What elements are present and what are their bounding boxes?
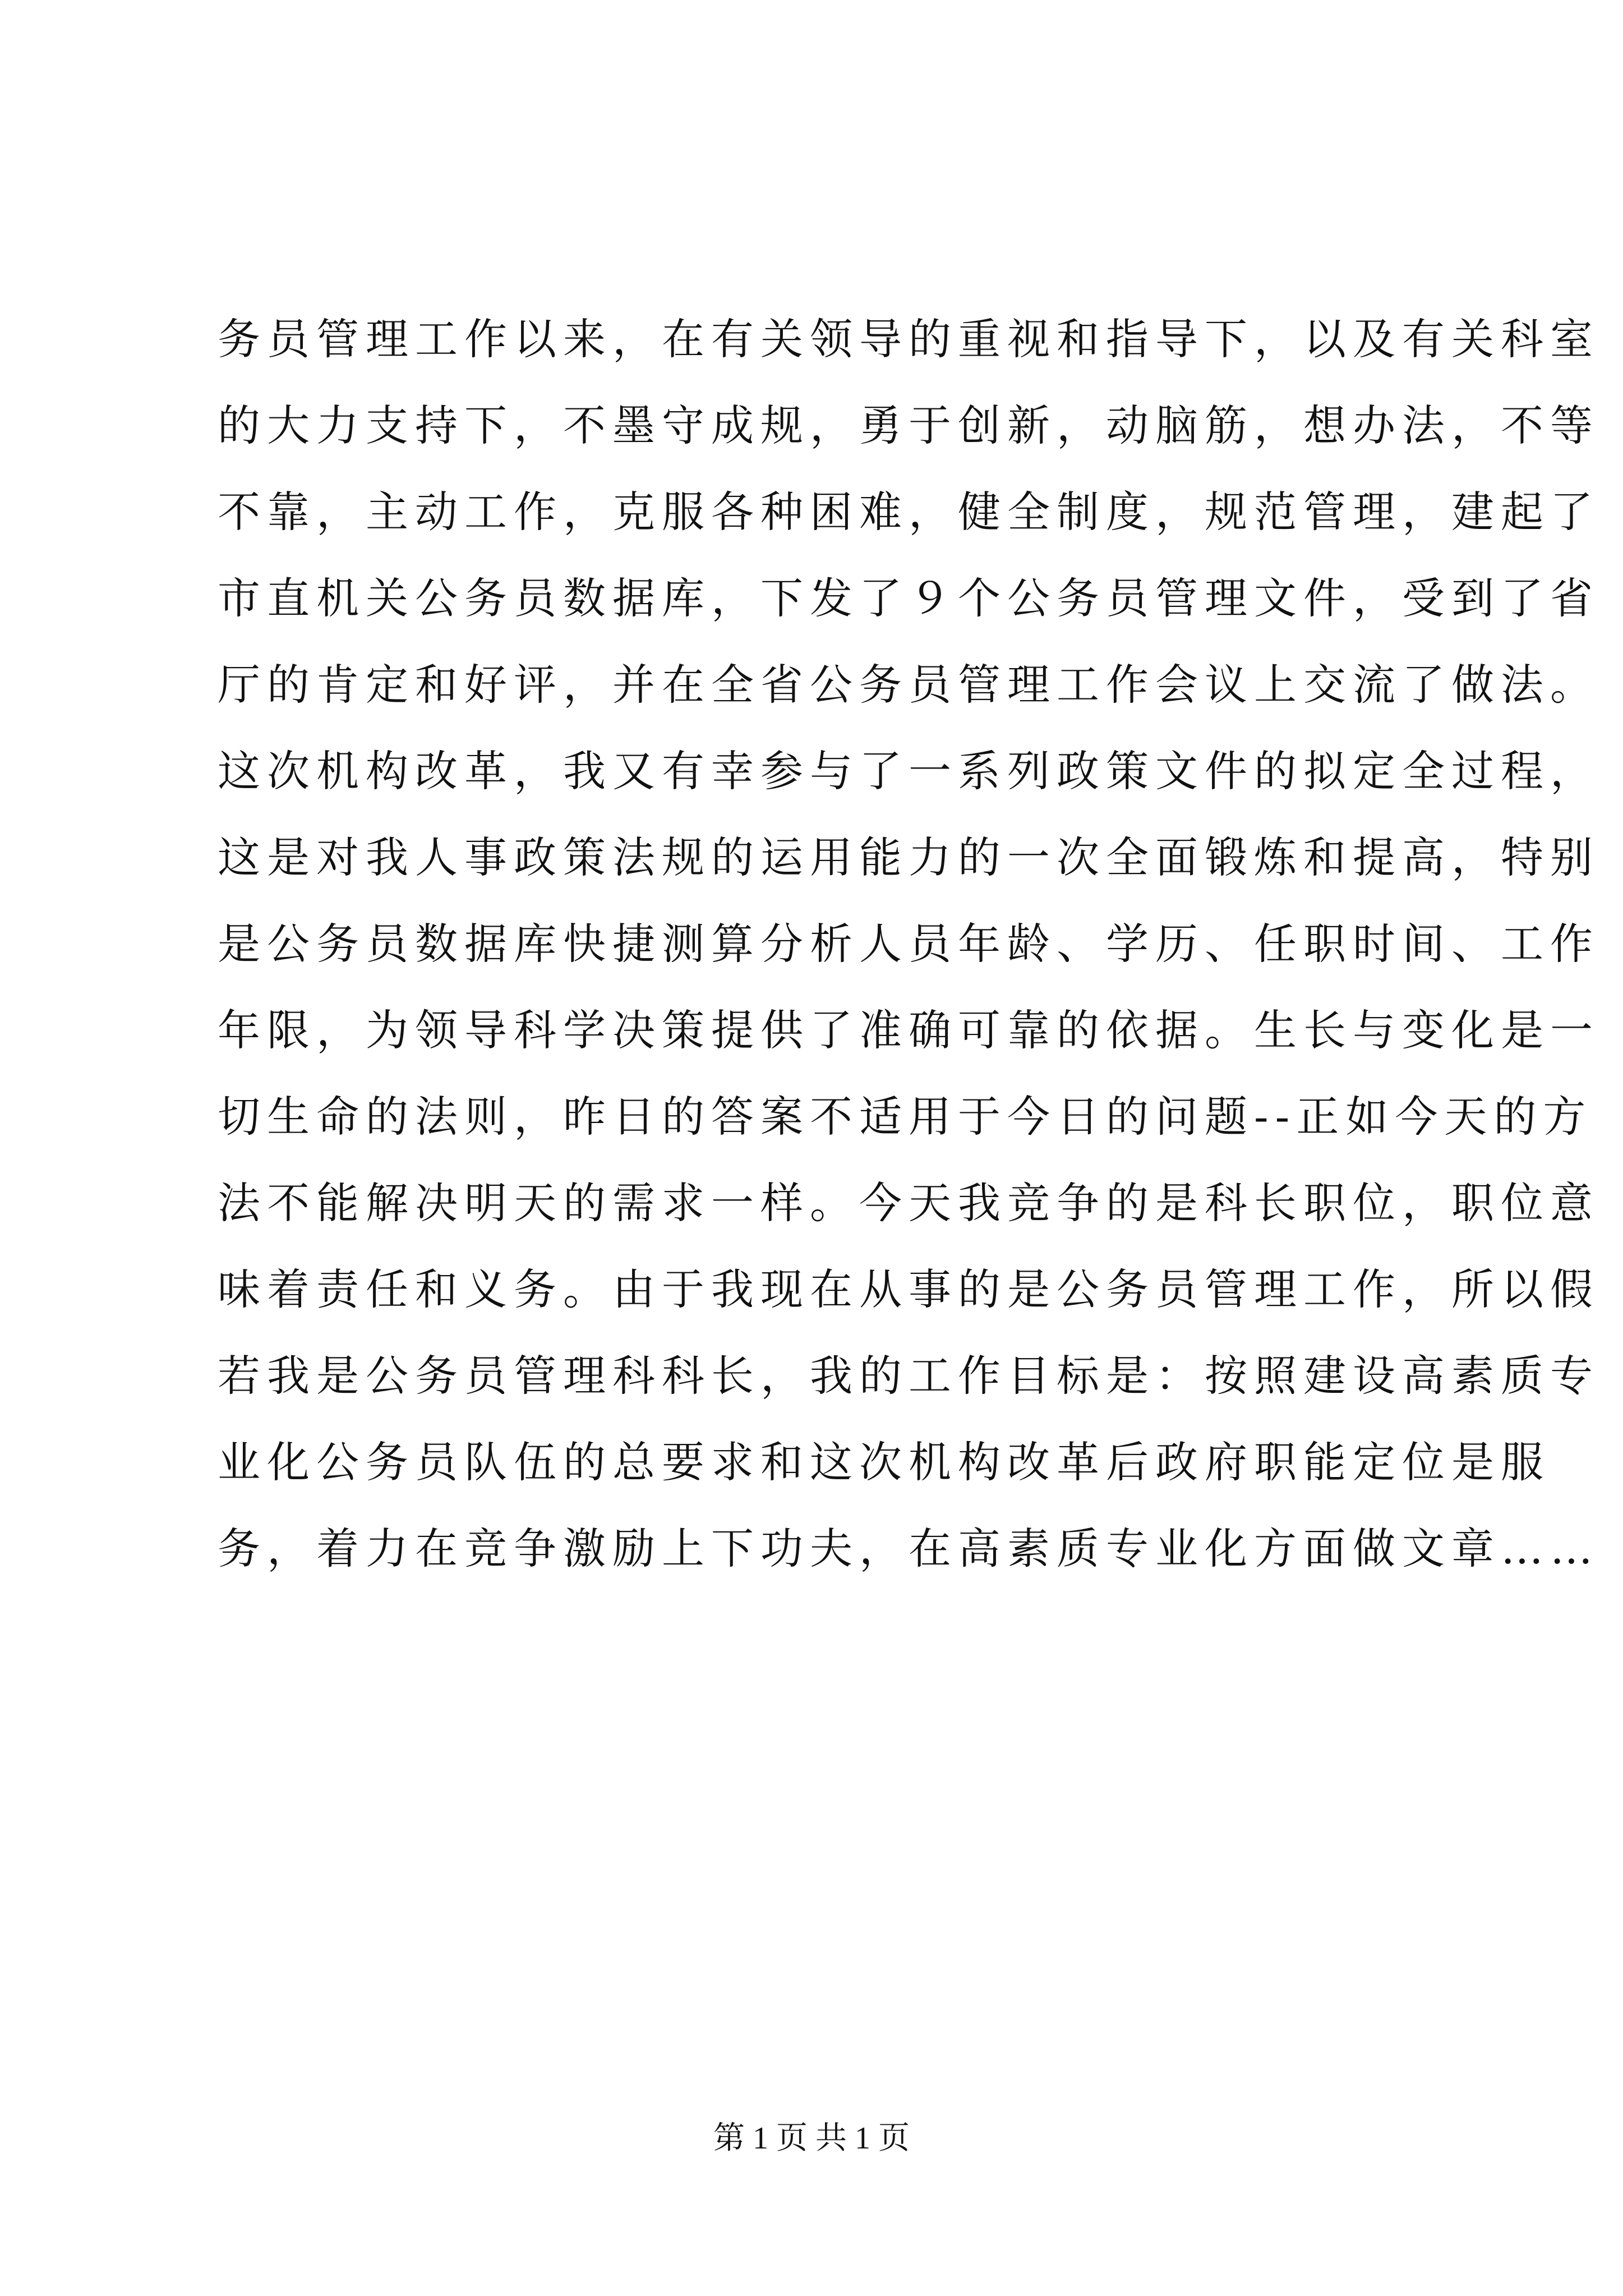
text-line: 不靠，主动工作，克服各种困难，健全制度，规范管理，建起了: [218, 487, 1599, 537]
text-line: 务员管理工作以来，在有关领导的重视和指导下，以及有关科室: [218, 314, 1599, 364]
text-line: 年限，为领导科学决策提供了准确可靠的依据。生长与变化是一: [218, 1005, 1599, 1055]
body-paragraph: [218, 296, 1599, 1592]
text-line: 这次机构改革，我又有幸参与了一系列政策文件的拟定全过程，: [218, 746, 1599, 796]
text-line: 务，着力在竞争激励上下功夫，在高素质专业化方面做文章……: [218, 1524, 1599, 1573]
text-line: 的大力支持下，不墨守成规，勇于创新，动脑筋，想办法，不等: [218, 401, 1599, 450]
text-line: 法不能解决明天的需求一样。今天我竞争的是科长职位，职位意: [218, 1178, 1599, 1228]
text-line: 这是对我人事政策法规的运用能力的一次全面锻炼和提高，特别: [218, 832, 1599, 882]
text-line: 厅的肯定和好评，并在全省公务员管理工作会议上交流了做法。: [218, 660, 1599, 710]
text-line: 业化公务员队伍的总要求和这次机构改革后政府职能定位是服: [218, 1437, 1550, 1487]
text-line: 切生命的法则，昨日的答案不适用于今日的问题--正如今天的方: [218, 1092, 1593, 1142]
text-line: 市直机关公务员数据库，下发了９个公务员管理文件，受到了省: [218, 573, 1599, 623]
page-footer: [0, 2120, 1623, 2156]
text-line: 是公务员数据库快捷测算分析人员年龄、学历、任职时间、工作: [218, 919, 1599, 969]
text-line: 味着责任和义务。由于我现在从事的是公务员管理工作，所以假: [218, 1264, 1599, 1314]
page-number-label: 第 1 页 共 1 页: [713, 2121, 910, 2156]
text-line: 若我是公务员管理科科长，我的工作目标是：按照建设高素质专: [218, 1351, 1599, 1401]
